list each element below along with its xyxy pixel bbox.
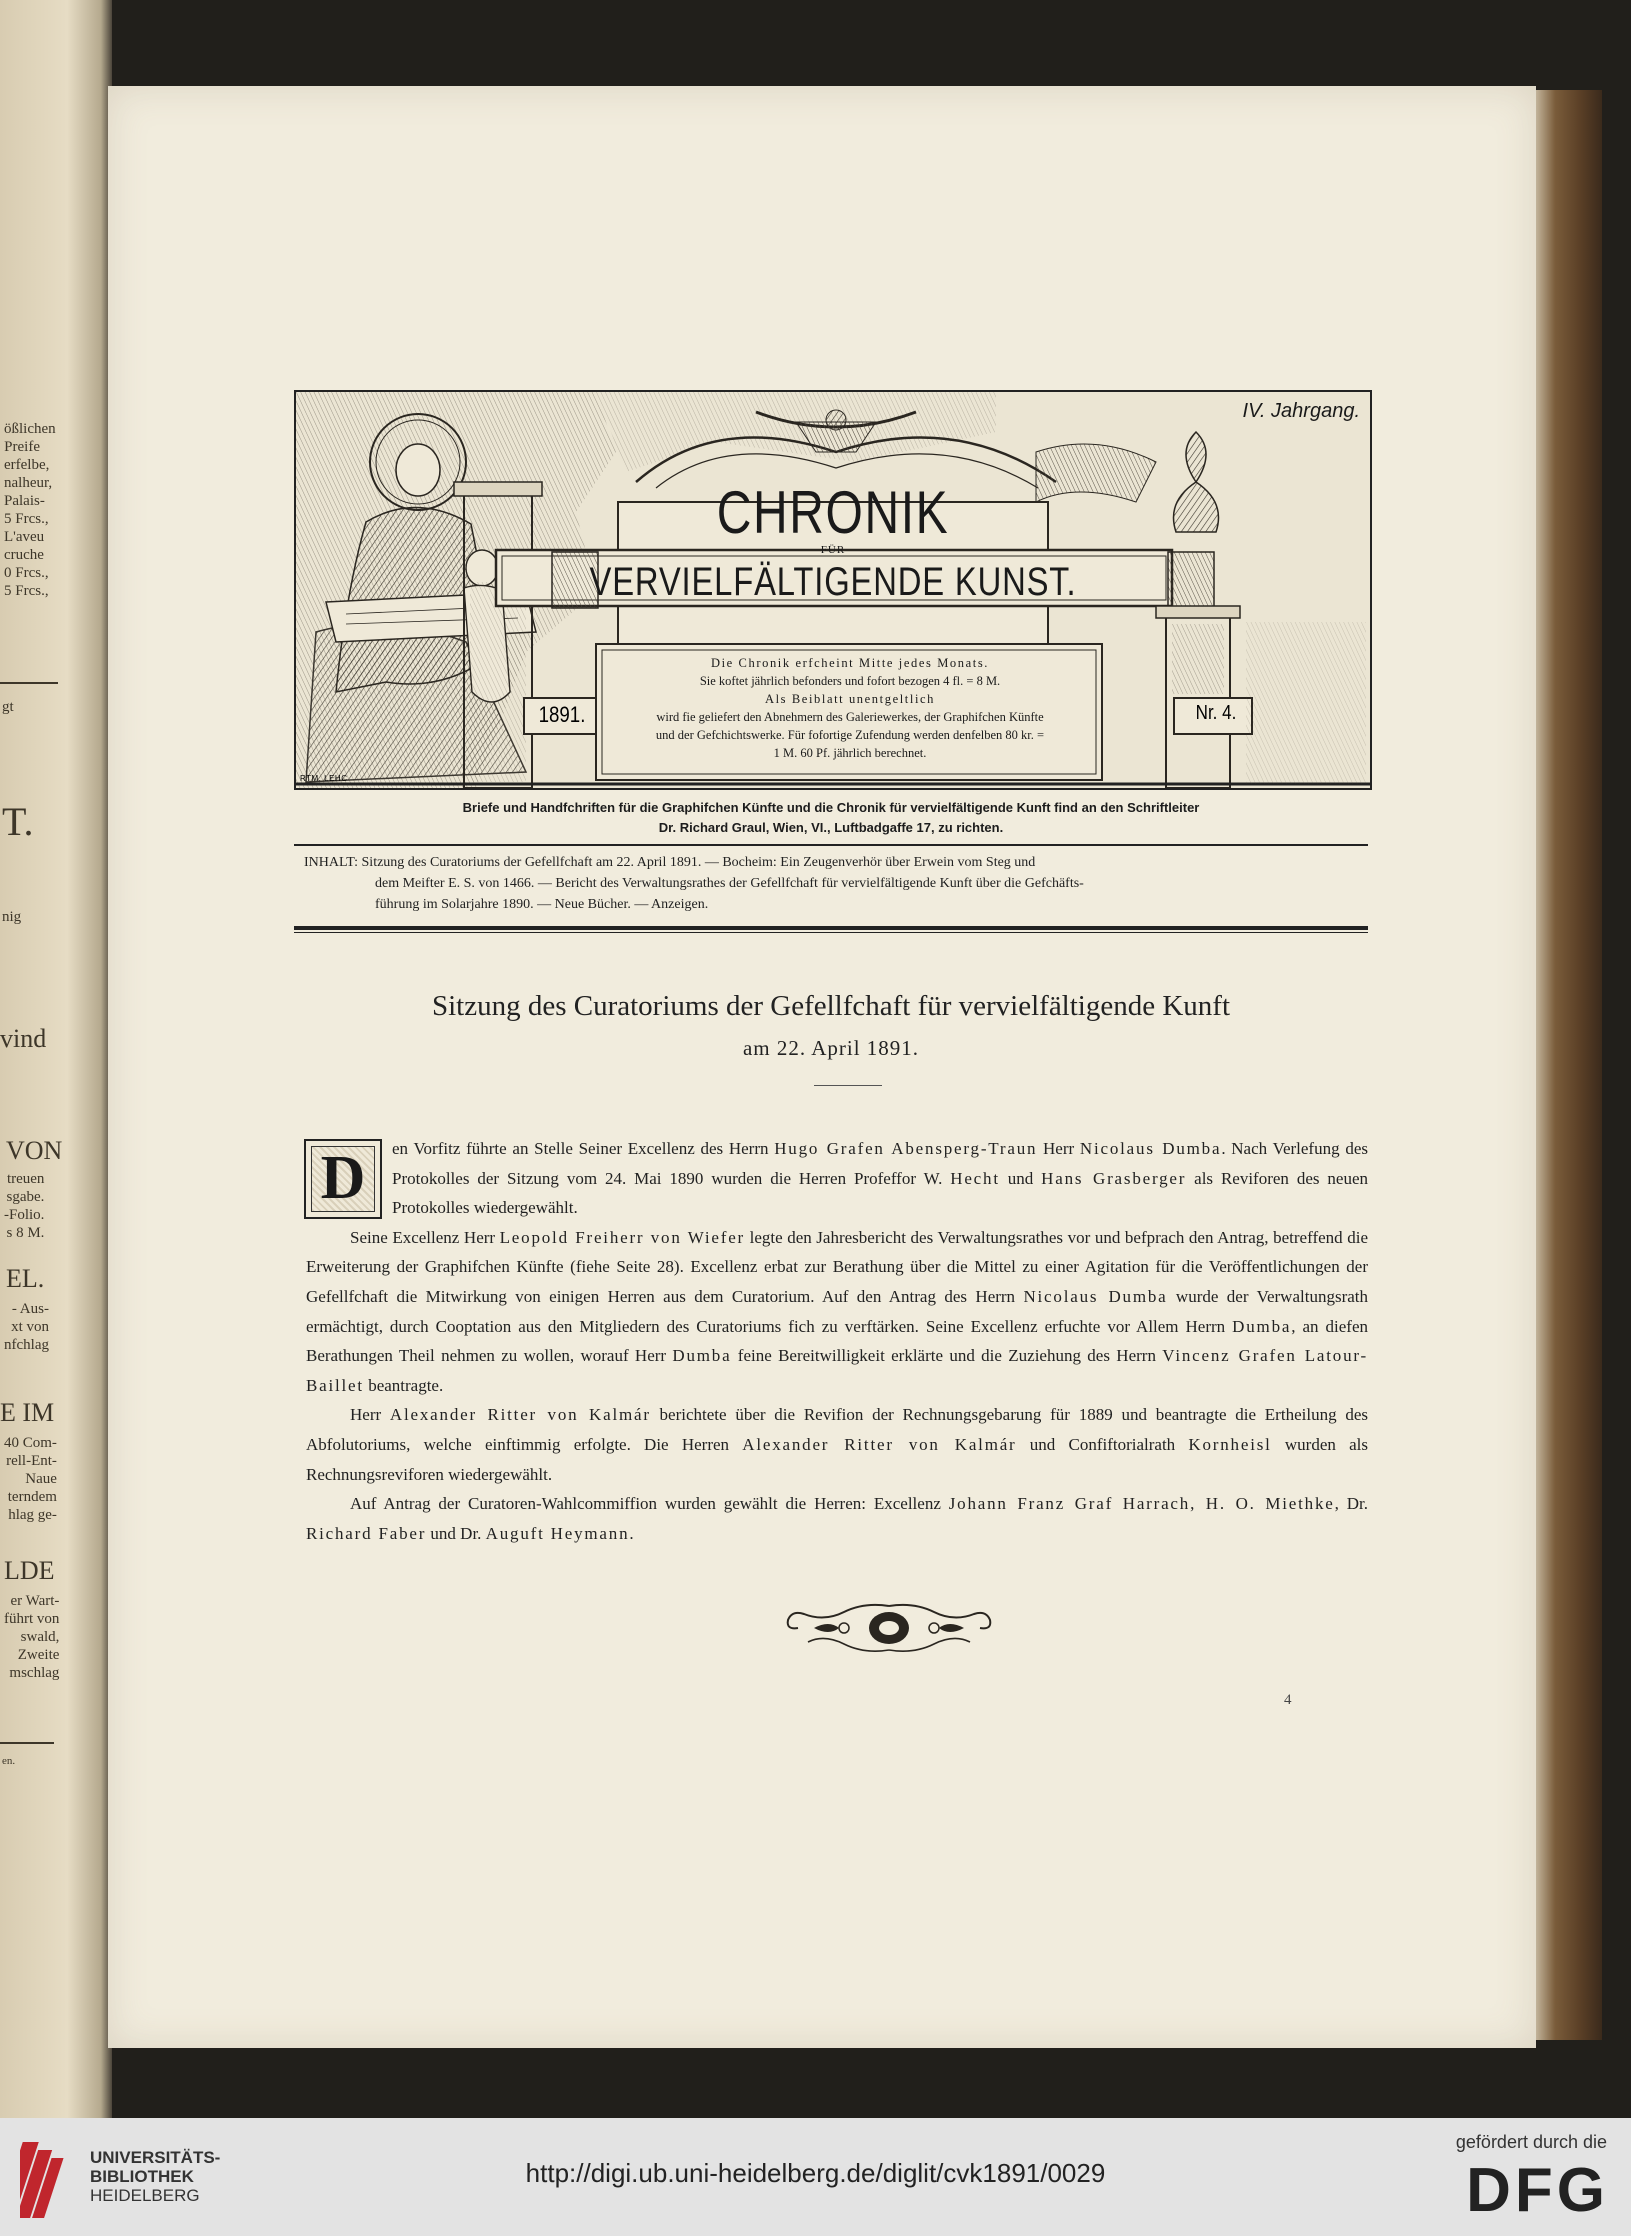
issue-number-plaque: Nr. 4. — [1195, 702, 1237, 724]
left-page-fragment: vind — [0, 1024, 47, 1053]
document-page — [108, 86, 1536, 2048]
left-page-fragment: nig — [2, 909, 22, 925]
left-page-fragment: T. — [2, 799, 34, 844]
left-page-fragment: VON — [6, 1136, 63, 1165]
book-edge — [1530, 90, 1602, 2040]
left-page-rule — [0, 1742, 54, 1744]
left-facing-page — [0, 0, 112, 2118]
dfg-logo: DFG — [1466, 2156, 1609, 2225]
left-page-fragment: LDE — [4, 1556, 55, 1585]
left-page-rule — [0, 682, 58, 684]
left-page-fragment: er Wart- führt von swald, Zweite mschlag — [4, 1593, 60, 1681]
funding-label: gefördert durch die — [1455, 2132, 1607, 2152]
rule-bottom-thin — [294, 932, 1368, 933]
ornament-vignette — [784, 1598, 994, 1658]
source-url-link[interactable]: http://digi.ub.uni-heidelberg.de/diglit/cvk1891/0029 — [525, 2158, 1106, 2188]
library-name: UNIVERSITÄTS- BIBLIOTHEK HEIDELBERG — [90, 2148, 221, 2205]
masthead — [294, 390, 1372, 790]
left-page-fragment: gt — [2, 699, 14, 715]
correspondence-notice: Briefe und Handfchriften für die Graphifchen Künfte und die Chronik für vervielfältigende Kunft find an den Schriftleiter Dr. Richard Graul, Wien, VI., Luftbadgaffe 17, zu richten. — [462, 800, 1200, 835]
rule-top — [294, 844, 1368, 846]
masthead-title: CHRONIK — [716, 479, 950, 546]
left-page-fragment: E IM — [0, 1398, 55, 1427]
page-number: 4 — [1284, 1692, 1292, 1708]
volume-label: IV. Jahrgang. — [1242, 400, 1360, 422]
left-page-fragment: treuen sgabe. -Folio. s 8 M. — [4, 1171, 45, 1241]
rule-bottom-thick — [294, 926, 1368, 930]
paragraph-3: Herr Alexander Ritter von Kalmár berichtete über die Revifion der Rechnungsgebarung für 1889 und beantragte die Ertheilung des Abfolutoriums, welche einftimmig erfolgte. Die Herren Alexander Ritter von Kalmár und Confiftorialrath Kornheisl wurden als Rechnungsreviforen wiedergewählt. — [306, 1405, 1368, 1484]
left-page-fragment: en. — [2, 1755, 16, 1767]
left-page-fragment: - Aus- xt von nfchlag — [4, 1301, 49, 1353]
masthead-fuer: FÜR — [820, 544, 846, 556]
engraver-signature: RTM. LEHC — [300, 774, 348, 783]
subscription-info: Die Chronik erfcheint Mitte jedes Monats. Sie koftet jährlich befonders und fofort bezogen 4 fl. = 8 M. Als Beiblatt unentgeltlich wird fie geliefert den Abnehmern des Galeriewerkes, der Graphifchen Künfte und der Gefchichtswerke. Für fofortige Zufendung werden denfelben 80 kr. = 1 M. 60 Pf. jährlich berechnet. — [655, 656, 1045, 760]
article-title: Sitzung des Curatoriums der Gefellfchaft für vervielfältigende Kunft — [431, 990, 1231, 1022]
left-page-fragment: 40 Com- rell-Ent- Naue terndem hlag ge- — [4, 1435, 57, 1523]
article-body — [306, 1134, 1368, 1548]
title-divider — [814, 1085, 882, 1086]
contents-label: INHALT: — [304, 855, 359, 870]
paragraph-4: Auf Antrag der Curatoren-Wahlcommiffion wurden gewählt die Herren: Excellenz Johann Franz Graf Harrach, H. O. Miethke, Dr. Richard Faber und Dr. Auguft Heymann. — [306, 1494, 1368, 1543]
footer-bar — [0, 2118, 1631, 2236]
table-of-contents: INHALT: Sitzung des Curatoriums der Gefellfchaft am 22. April 1891. — Bocheim: Ein Zeugenverhör über Erwein vom Steg und dem Meifter E. S. von 1466. — Bericht des Verwaltungsrathes der Gefellfchaft für vervielfältigende Kunft über die Gefchäfts- führung im Solarjahre 1890. — Neue Bücher. — Anzeigen. — [304, 855, 1084, 912]
paragraph-2: Seine Excellenz Herr Leopold Freiherr von Wiefer legte den Jahresbericht des Verwaltungsrathes vor und befprach den Antrag, betreffend die Erweiterung der Graphifchen Künfte (fiehe Seite 28). Excellenz erbat zur Berathung über die Mittel zu einer Agitation für die Veröffentlichungen der Gefellfchaft die Mitwirkung von einigen Herren aus dem Curatorium. Auf den Antrag des Herrn Nicolaus Dumba wurde der Verwaltungsrath ermächtigt, durch Cooptation aus den Mitgliedern des Curatoriums fich zu verftärken. Seine Excellenz erfuchte vor Allem Herrn Dumba, an diefen Berathungen Theil nehmen zu wollen, worauf Herr Dumba feine Bereitwilligkeit erklärte und die Zuziehung des Herrn Vincenz Grafen Latour-Baillet beantragte. — [306, 1227, 1368, 1395]
left-page-fragment: EL. — [6, 1264, 45, 1293]
paragraph-1: en Vorfitz führte an Stelle Seiner Excellenz des Herrn Hugo Grafen Abensperg-Traun Herr Nicolaus Dumba. Nach Verlefung des Protokolles der Sitzung vom 24. Mai 1890 wurden die Herren Profeffor W. Hecht und Hans Grasberger als Reviforen des neuen Protokolles wiedergewählt. — [392, 1139, 1368, 1218]
article-date: am 22. April 1891. — [742, 1036, 920, 1060]
left-page-text-column: ößlichen Preife erfelbe, nalheur, Palais- 5 Frcs., L'aveu cruche 0 Frcs., 5 Frcs., — [4, 421, 56, 599]
drop-cap: D — [304, 1139, 382, 1219]
masthead-subtitle: VERVIELFÄLTIGENDE KUNST. — [589, 560, 1077, 604]
year-plaque: 1891. — [538, 702, 586, 727]
